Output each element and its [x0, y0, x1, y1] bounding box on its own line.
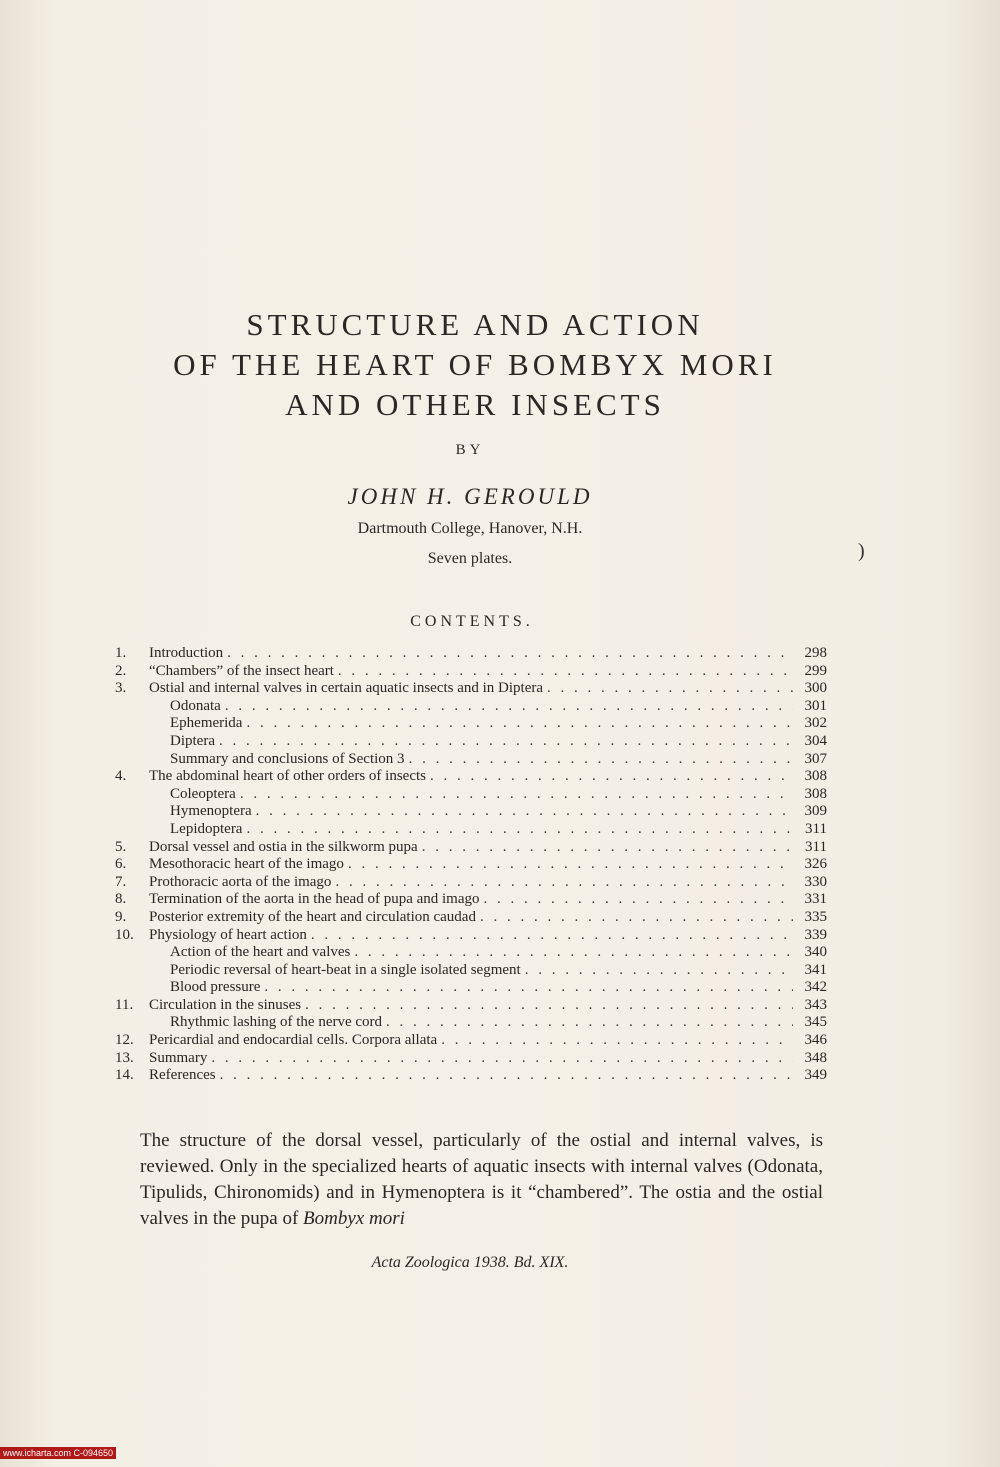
toc-entry-page: 300	[804, 680, 827, 697]
toc-entry	[115, 768, 827, 786]
toc-entry-label: The abdominal heart of other orders of insects	[149, 768, 426, 785]
toc-leader-dots	[422, 839, 793, 857]
toc-entry-page: 304	[804, 732, 827, 749]
toc-leader-dots	[220, 1067, 793, 1085]
toc-entry-label: Coleoptera	[170, 785, 236, 802]
toc-leader-dots	[227, 645, 793, 663]
toc-entry-label: “Chambers” of the insect heart	[149, 662, 334, 679]
toc-entry-number: 4.	[115, 768, 127, 785]
toc-entry-page: 348	[804, 1049, 827, 1066]
toc-entry-label: Ephemerida	[170, 715, 243, 732]
toc-entry-label: Action of the heart and valves	[170, 944, 351, 961]
toc-entry	[115, 927, 827, 945]
abstract-paragraph	[140, 1128, 823, 1232]
toc-entry-page: 335	[804, 908, 827, 925]
toc-entry-page: 308	[804, 768, 827, 785]
toc-leader-dots	[311, 927, 793, 945]
toc-entry-page: 326	[804, 856, 827, 873]
toc-entry	[115, 645, 827, 663]
toc-entry-number: 5.	[115, 838, 127, 855]
toc-entry-page: 311	[805, 820, 827, 837]
toc-entry	[115, 856, 827, 874]
author-affiliation: Dartmouth College, Hanover, N.H.	[357, 520, 583, 537]
toc-entry	[115, 803, 827, 821]
toc-entry	[115, 874, 827, 892]
toc-entry-label: Physiology of heart action	[149, 926, 307, 943]
toc-entry	[115, 663, 827, 681]
toc-entry	[115, 1014, 827, 1032]
toc-leader-dots	[430, 768, 793, 786]
author-name: JOHN H. GEROULD	[347, 484, 593, 509]
contents-heading: CONTENTS.	[410, 613, 534, 630]
toc-entry-number: 3.	[115, 680, 127, 697]
toc-entry-label: Prothoracic aorta of the imago	[149, 873, 332, 890]
toc-entry-number: 2.	[115, 662, 127, 679]
toc-entry	[115, 997, 827, 1015]
plates-note: Seven plates.	[427, 550, 513, 567]
toc-entry-page: 341	[804, 961, 827, 978]
toc-entry-label: Diptera	[170, 732, 215, 749]
toc-entry-number: 6.	[115, 856, 127, 873]
toc-entry	[115, 979, 827, 997]
journal-footer: Acta Zoologica 1938. Bd. XIX.	[371, 1254, 569, 1271]
toc-entry	[115, 839, 827, 857]
toc-entry-number: 8.	[115, 891, 127, 908]
toc-entry	[115, 680, 827, 698]
toc-entry-page: 302	[804, 715, 827, 732]
toc-leader-dots	[484, 891, 793, 909]
toc-leader-dots	[480, 909, 793, 927]
toc-leader-dots	[547, 680, 793, 698]
toc-entry-label: Posterior extremity of the heart and circulation caudad	[149, 908, 476, 925]
toc-leader-dots	[225, 698, 793, 716]
toc-entry-label: Ostial and internal valves in certain aquatic insects and in Diptera	[149, 680, 544, 697]
toc-entry	[115, 751, 827, 769]
toc-leader-dots	[305, 997, 793, 1015]
toc-entry-label: References	[149, 1067, 216, 1084]
toc-entry-label: Pericardial and endocardial cells. Corpora allata	[149, 1032, 438, 1049]
toc-leader-dots	[386, 1014, 793, 1032]
toc-entry-label: Mesothoracic heart of the imago	[149, 856, 344, 873]
toc-entry-page: 343	[804, 996, 827, 1013]
toc-entry-label: Blood pressure	[170, 979, 261, 996]
toc-entry-page: 308	[804, 785, 827, 802]
abstract-italic-species: Bombyx mori	[303, 1208, 405, 1229]
title-line-2: OF THE HEART OF BOMBYX MORI	[173, 347, 777, 382]
toc-entry-page: 349	[804, 1067, 827, 1084]
toc-entry-page: 330	[804, 873, 827, 890]
toc-entry-page: 311	[805, 838, 827, 855]
byline: BY	[455, 442, 485, 458]
watermark-label: www.icharta.com C-094650	[0, 1447, 116, 1459]
toc-leader-dots	[246, 821, 793, 839]
title-line-1: STRUCTURE AND ACTION	[246, 307, 704, 342]
toc-entry-label: Rhythmic lashing of the nerve cord	[170, 1014, 383, 1031]
toc-entry-page: 339	[804, 926, 827, 943]
toc-leader-dots	[348, 856, 793, 874]
toc-leader-dots	[354, 944, 793, 962]
toc-entry-label: Summary and conclusions of Section 3	[170, 750, 405, 767]
toc-entry-label: Termination of the aorta in the head of pupa and imago	[149, 891, 480, 908]
toc-entry	[115, 891, 827, 909]
toc-entry-page: 345	[804, 1014, 827, 1031]
toc-entry-number: 11.	[115, 996, 134, 1013]
toc-entry-label: Introduction	[149, 645, 224, 661]
margin-mark: )	[858, 540, 865, 562]
title-line-3: AND OTHER INSECTS	[285, 387, 665, 422]
toc-entry-page: 331	[804, 891, 827, 908]
toc-entry	[115, 962, 827, 980]
toc-leader-dots	[525, 962, 793, 980]
toc-entry-label: Summary	[149, 1049, 208, 1066]
toc-leader-dots	[264, 979, 793, 997]
toc-leader-dots	[240, 786, 793, 804]
abstract-text: The structure of the dorsal vessel, particularly of the ostial and internal valves, is reviewed. Only in the specialized hearts of aquatic insects with internal valves (Odonata, Tipulids, Chironomids) and in Hymenoptera is it “chambered”. The ostia and the ostial valves in the pupa of	[140, 1130, 823, 1229]
toc-entry	[115, 1050, 827, 1068]
toc-leader-dots	[335, 874, 793, 892]
toc-entry	[115, 944, 827, 962]
toc-entry-page: 309	[804, 803, 827, 820]
toc-entry-label: Circulation in the sinuses	[149, 996, 302, 1013]
document-title	[100, 305, 850, 425]
toc-entry-number: 7.	[115, 873, 127, 890]
toc-entry	[115, 909, 827, 927]
toc-entry-page: 298	[804, 645, 827, 661]
toc-entry-number: 10.	[115, 926, 134, 943]
toc-leader-dots	[219, 733, 793, 751]
toc-entry	[115, 1032, 827, 1050]
toc-leader-dots	[441, 1032, 793, 1050]
toc-entry	[115, 786, 827, 804]
toc-entry-number: 1.	[115, 645, 127, 661]
toc-entry-number: 14.	[115, 1067, 134, 1084]
toc-entry-page: 346	[804, 1032, 827, 1049]
toc-leader-dots	[338, 663, 793, 681]
toc-entry	[115, 715, 827, 733]
toc-leader-dots	[246, 715, 793, 733]
toc-entry-number: 13.	[115, 1049, 134, 1066]
toc-entry-label: Hymenoptera	[170, 803, 252, 820]
toc-entry	[115, 821, 827, 839]
toc-entry-label: Periodic reversal of heart-beat in a single isolated segment	[170, 961, 521, 978]
toc-leader-dots	[409, 751, 793, 769]
toc-entry-page: 301	[804, 697, 827, 714]
toc-entry-number: 9.	[115, 908, 127, 925]
toc-entry-page: 340	[804, 944, 827, 961]
toc-leader-dots	[211, 1050, 793, 1068]
toc-entry-page: 299	[804, 662, 827, 679]
toc-entry-page: 307	[804, 750, 827, 767]
toc-entry-number: 12.	[115, 1032, 134, 1049]
toc-entry-label: Odonata	[170, 697, 221, 714]
toc-entry	[115, 698, 827, 716]
toc-entry-label: Dorsal vessel and ostia in the silkworm pupa	[149, 838, 418, 855]
toc-entry-label: Lepidoptera	[170, 820, 243, 837]
toc-entry-page: 342	[804, 979, 827, 996]
toc-leader-dots	[256, 803, 793, 821]
toc-entry	[115, 1067, 827, 1085]
table-of-contents	[115, 645, 827, 1085]
toc-entry	[115, 733, 827, 751]
